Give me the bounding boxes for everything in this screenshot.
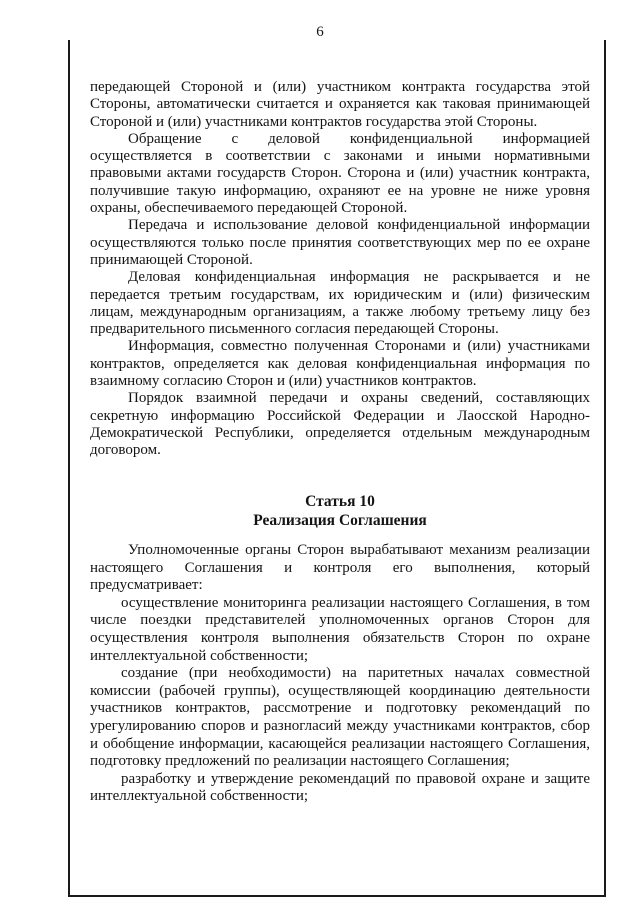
list-item: разработку и утверждение рекомендаций по правовой охране и защите интеллектуальной собственности; (90, 770, 590, 805)
body-text-top (90, 79, 590, 460)
body-text-article (90, 542, 590, 806)
list-item: осуществление мониторинга реализации настоящего Соглашения, в том числе поездки представителей уполномоченных органов Сторон для осуществления контроля выполнения обязательств Сторон по охране интеллектуальной собственности; (90, 594, 590, 664)
article-title: Реализация Соглашения (253, 512, 427, 529)
article-heading (90, 492, 590, 530)
paragraph: Деловая конфиденциальная информация не раскрывается и не передается третьим государствам, их юридическим и (или) физическим лицам, международным организациям, а также любому третьему лицу без предварительного письменного согласия передающей Стороны. (90, 269, 590, 338)
paragraph-continuation: передающей Стороной и (или) участником контракта государства этой Стороны, автоматически считается и охраняется как таковая принимающей Стороной и (или) участниками контрактов государства этой Стороны. (90, 79, 590, 130)
paragraph: Уполномоченные органы Сторон вырабатывают механизм реализации настоящего Соглашения и контроля его выполнения, который предусматривает: (90, 542, 590, 594)
list-item: создание (при необходимости) на паритетных началах совместной комиссии (рабочей группы), осуществляющей координацию деятельности участников контрактов, рассмотрение и подготовку рекомендаций по урегулированию споров и разногласий между участниками контрактов, сбор и обобщение информации, касающейся реализации настоящего Соглашения, подготовку предложений по реализации настоящего Соглашения; (90, 665, 590, 770)
page-number: 6 (316, 24, 324, 40)
paragraph: Передача и использование деловой конфиденциальной информации осуществляются только после принятия соответствующих мер по ее охране принимающей Стороной. (90, 217, 590, 268)
paragraph: Информация, совместно полученная Сторонами и (или) участниками контрактов, определяется как деловая конфиденциальная информация по взаимному согласию Сторон и (или) участников контрактов. (90, 338, 590, 390)
paragraph: Порядок взаимной передачи и охраны сведений, составляющих секретную информацию Российской Федерации и Лаосской Народно-Демократической Республики, определяется отдельным международным договором. (90, 390, 590, 459)
paragraph: Обращение с деловой конфиденциальной информацией осуществляется в соответствии с законами и иными нормативными правовыми актами государств Сторон. Сторона и (или) участник контракта, получившие такую информацию, охраняют ее на уровне не ниже уровня охраны, обеспечиваемого передающей Стороной. (90, 130, 590, 217)
article-number: Статья 10 (305, 493, 375, 510)
